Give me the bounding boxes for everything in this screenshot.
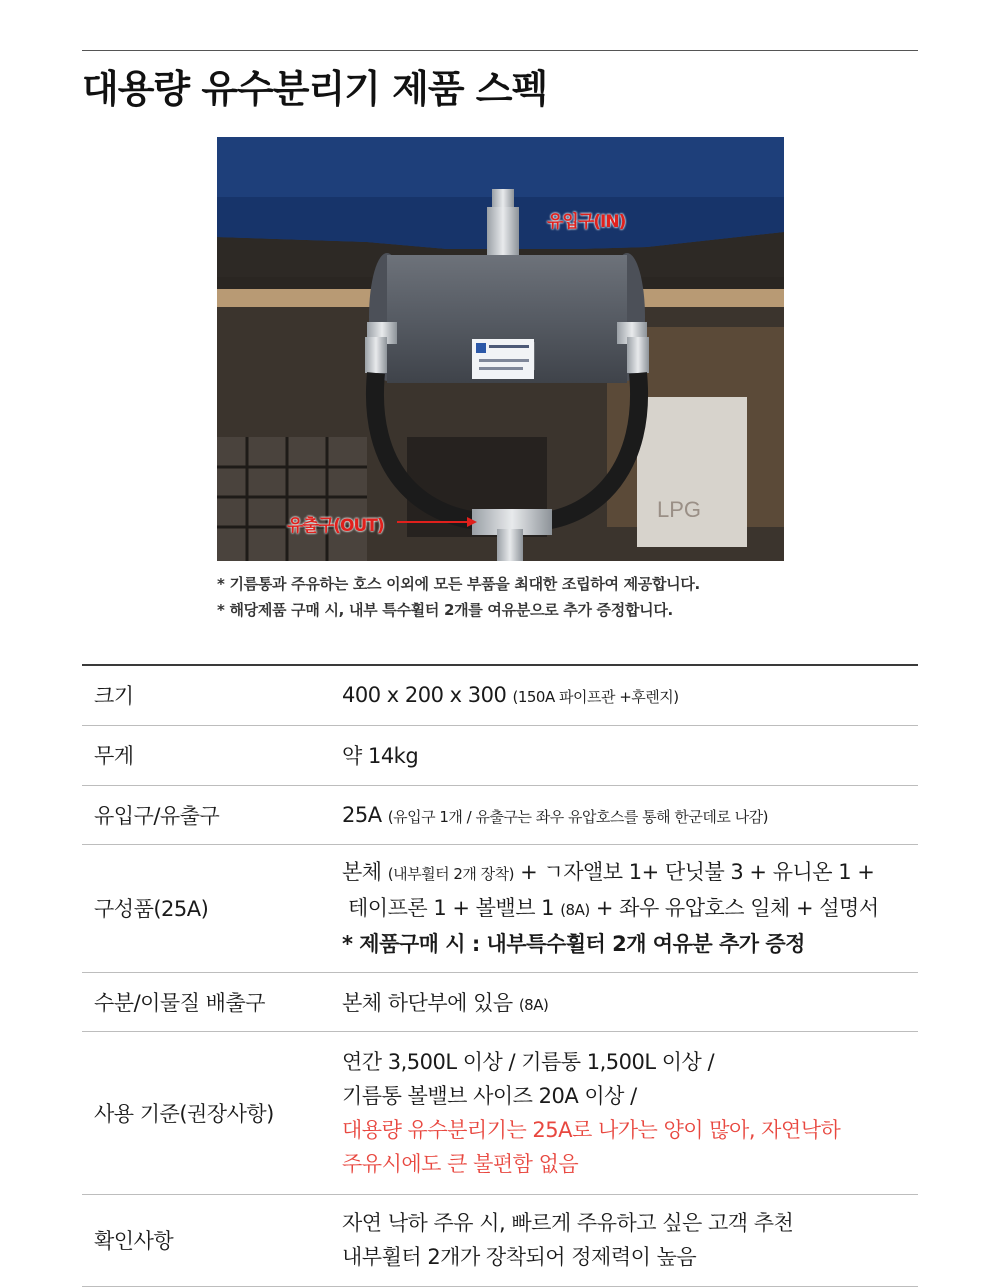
components-line-1	[342, 855, 918, 891]
port-main: 25A	[342, 802, 388, 827]
note-bonus-filter: * 해당제품 구매 시, 내부 특수휠터 2개를 여유분으로 추가 증정합니다.	[217, 601, 673, 619]
svg-text:LPG: LPG	[657, 497, 702, 522]
product-photo	[217, 137, 784, 561]
components-l2-main: 테이프론 1 + 볼밸브 1	[348, 896, 561, 920]
spec-key-weight: 무게	[82, 725, 328, 785]
spec-value-weight: 약 14kg	[328, 725, 918, 785]
size-sub: (150A 파이프관 +후렌지)	[512, 688, 679, 707]
check-line-2: 내부휠터 2개가 장착되어 정제력이 높음	[342, 1245, 697, 1269]
drain-sub: (8A)	[518, 995, 549, 1014]
spec-table	[82, 664, 918, 1287]
spec-row-size	[82, 665, 918, 725]
spec-value-check	[328, 1194, 918, 1286]
spec-key-usage: 사용 기준(권장사항)	[82, 1031, 328, 1194]
product-illustration	[217, 137, 784, 561]
components-l1-rest: + ㄱ자앨보 1+ 단닛불 3 + 유니온 1 +	[513, 860, 875, 884]
inlet-label: 유입구(IN)	[547, 212, 626, 232]
spec-row-drain	[82, 972, 918, 1031]
usage-line-3: 대용량 유수분리기는 25A로 나가는 양이 많아, 자연낙하	[342, 1117, 841, 1142]
usage-line-4: 주유시에도 큰 불편함 없음	[342, 1151, 579, 1176]
components-line-2	[342, 891, 918, 927]
spec-row-usage	[82, 1031, 918, 1194]
spec-row-check	[82, 1194, 918, 1286]
components-l2-sub: (8A)	[560, 901, 590, 919]
port-sub: (유입구 1개 / 유출구는 좌우 유압호스를 통해 한군데로 나감)	[387, 807, 768, 826]
components-l1-sub: (내부휠터 2개 장착)	[387, 865, 514, 883]
spec-value-drain	[328, 972, 918, 1031]
size-main: 400 x 200 x 300	[342, 683, 513, 708]
usage-line-1: 연간 3,500L 이상 / 기름통 1,500L 이상 /	[342, 1049, 715, 1074]
note-assembly: * 기름통과 주유하는 호스 이외에 모든 부품을 최대한 조립하여 제공합니다.	[217, 575, 700, 593]
check-line-1: 자연 낙하 주유 시, 빠르게 주유하고 싶은 고객 추천	[342, 1211, 794, 1235]
product-notes	[217, 571, 700, 623]
spec-row-weight	[82, 725, 918, 785]
spec-row-components	[82, 844, 918, 972]
spec-value-port	[328, 785, 918, 844]
spec-row-port	[82, 785, 918, 844]
outlet-label: 유출구(OUT)	[287, 516, 384, 536]
spec-key-check: 확인사항	[82, 1194, 328, 1286]
spec-value-usage	[328, 1031, 918, 1194]
drain-main: 본체 하단부에 있음	[342, 990, 519, 1015]
spec-key-drain: 수분/이물질 배출구	[82, 972, 328, 1031]
spec-key-port: 유입구/유출구	[82, 785, 328, 844]
components-l1-main: 본체	[342, 860, 388, 884]
top-divider	[82, 50, 918, 51]
usage-line-2: 기름통 볼밸브 사이즈 20A 이상 /	[342, 1083, 637, 1108]
components-l2-rest: + 좌우 유압호스 일체 + 설명서	[589, 896, 879, 920]
spec-key-size: 크기	[82, 665, 328, 725]
spec-value-components	[328, 844, 918, 972]
page-title: 대용량 유수분리기 제품 스펙	[82, 67, 548, 111]
spec-value-size	[328, 665, 918, 725]
spec-key-components: 구성품(25A)	[82, 844, 328, 972]
components-line-3: * 제품구매 시 : 내부특수휠터 2개 여유분 추가 증정	[342, 932, 805, 956]
